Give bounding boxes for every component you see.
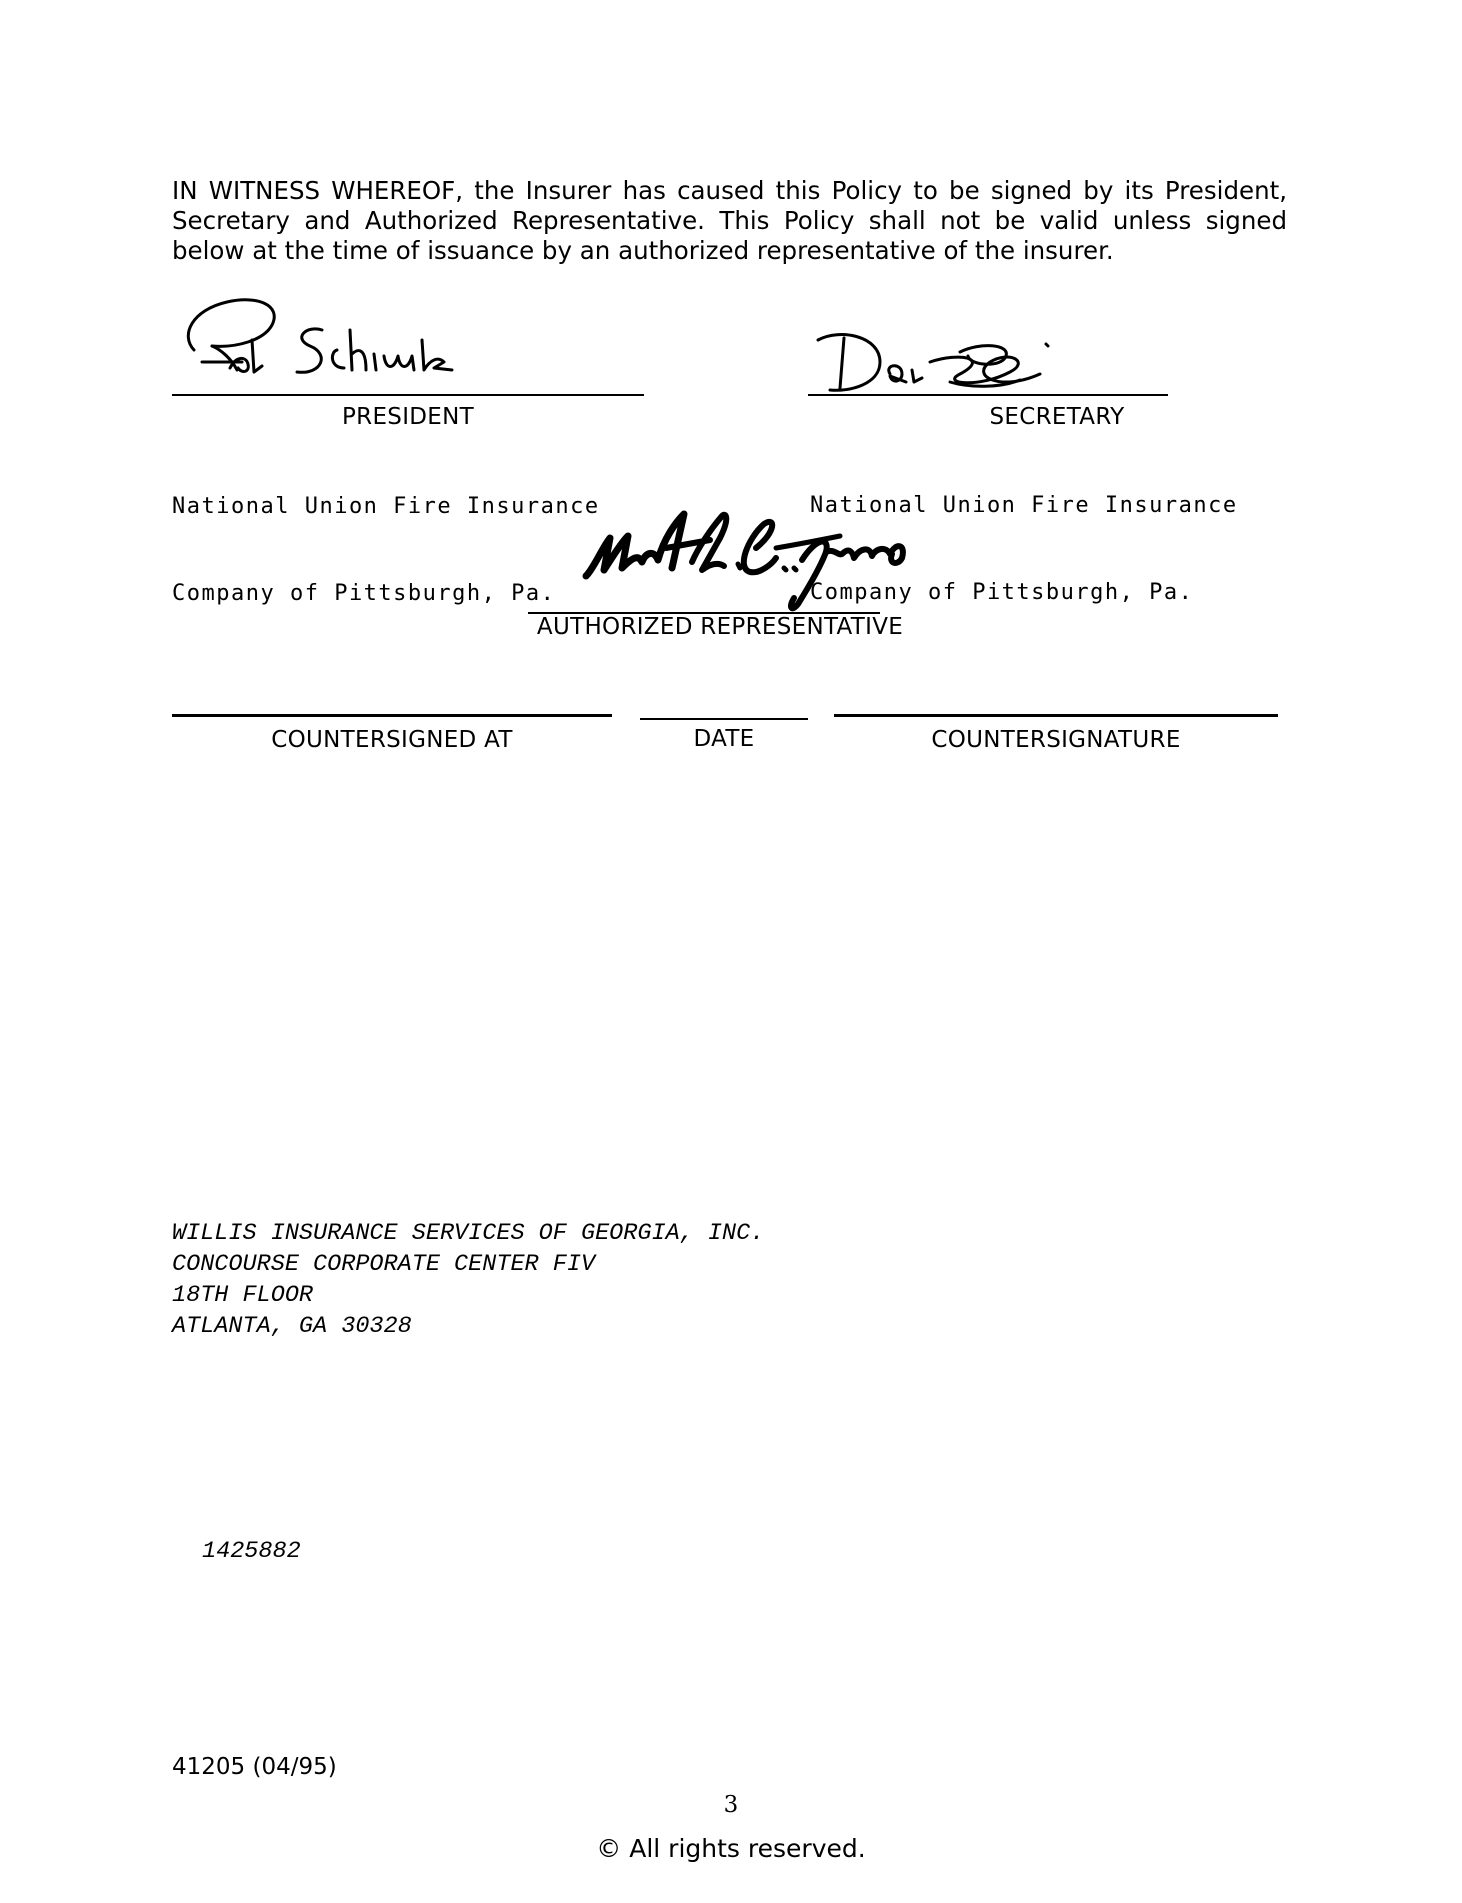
president-signature-line xyxy=(172,394,644,396)
secretary-signature-line xyxy=(808,394,1168,396)
address-line3: 18TH FLOOR xyxy=(172,1282,314,1309)
address-line4: ATLANTA, GA 30328 xyxy=(172,1313,412,1340)
reference-number: 1425882 xyxy=(202,1538,301,1565)
president-org-line2: Company of Pittsburgh, Pa. xyxy=(172,581,556,606)
countersignature-label: COUNTERSIGNATURE xyxy=(931,727,1181,753)
president-org xyxy=(172,434,600,637)
page-number: 3 xyxy=(723,1792,739,1818)
form-number: 41205 (04/95) xyxy=(172,1754,337,1780)
secretary-org-line1: National Union Fire Insurance xyxy=(810,493,1238,518)
date-line xyxy=(640,718,808,720)
authorized-representative-signature xyxy=(580,508,920,618)
secretary-org-line2: Company of Pittsburgh, Pa. xyxy=(810,580,1194,605)
date-label: DATE xyxy=(693,726,755,752)
secretary-signature xyxy=(810,322,1070,402)
witness-paragraph xyxy=(172,176,1287,266)
countersigned-at-label: COUNTERSIGNED AT xyxy=(271,727,513,753)
witness-text: IN WITNESS WHEREOF, the Insurer has caused this Policy to be signed by its President, Secretary and Authorized Representative. This Policy shall not be valid unless signed below at the time of issuance by an authorized representative of the insurer. xyxy=(172,176,1287,265)
president-title: PRESIDENT xyxy=(342,404,474,430)
agency-address xyxy=(172,1218,764,1342)
address-line2: CONCOURSE CORPORATE CENTER FIV xyxy=(172,1251,596,1278)
president-org-line1: National Union Fire Insurance xyxy=(172,494,600,519)
president-signature xyxy=(172,290,472,390)
countersignature-line xyxy=(834,714,1278,717)
address-line1: WILLIS INSURANCE SERVICES OF GEORGIA, INC. xyxy=(172,1220,765,1247)
authorized-representative-title: AUTHORIZED REPRESENTATIVE xyxy=(536,614,904,640)
secretary-title: SECRETARY xyxy=(989,404,1125,430)
copyright-notice: © All rights reserved. xyxy=(596,1834,866,1863)
countersigned-at-line xyxy=(172,714,612,717)
